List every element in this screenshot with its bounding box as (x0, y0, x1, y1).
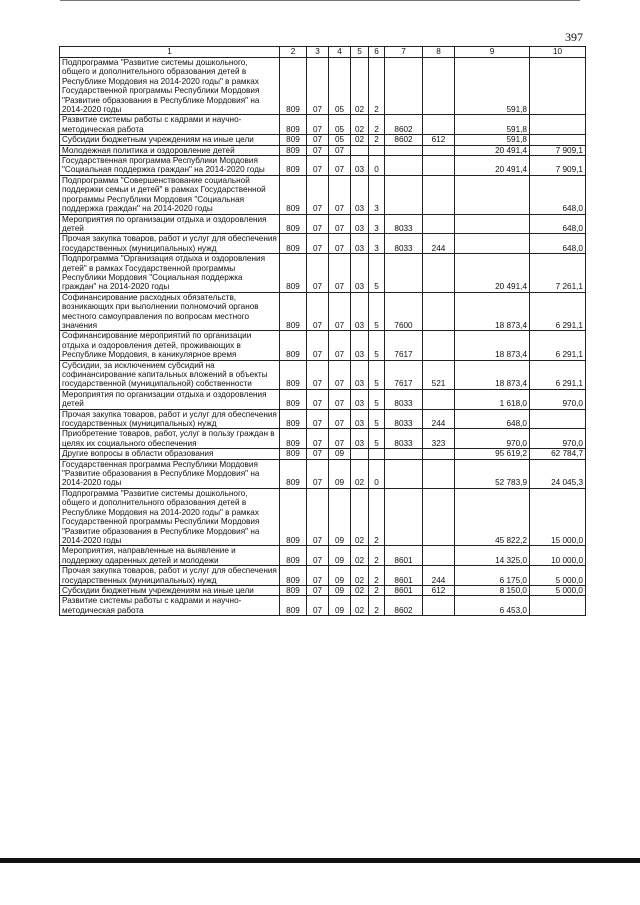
cell-program: 03 (351, 331, 369, 360)
cell-subsection: 09 (329, 449, 351, 459)
cell-program (351, 145, 369, 155)
cell-expense-type: 521 (423, 360, 455, 389)
cell-subprogram (369, 449, 385, 459)
cell-direction: 7600 (385, 292, 423, 331)
cell-section: 07 (307, 135, 329, 145)
cell-direction: 7617 (385, 360, 423, 389)
cell-subsection: 07 (329, 156, 351, 176)
cell-amount-2 (530, 596, 586, 616)
cell-section: 07 (307, 449, 329, 459)
col-header: 3 (307, 47, 329, 58)
cell-direction (385, 449, 423, 459)
cell-subsection: 07 (329, 429, 351, 449)
cell-section: 07 (307, 429, 329, 449)
cell-expense-type (423, 488, 455, 545)
cell-expense-type (423, 389, 455, 409)
cell-direction: 8033 (385, 429, 423, 449)
cell-subprogram: 5 (369, 429, 385, 449)
cell-direction: 8601 (385, 566, 423, 586)
cell-amount-2 (530, 409, 586, 429)
col-header: 4 (329, 47, 351, 58)
cell-ministry: 809 (280, 234, 307, 254)
cell-direction (385, 145, 423, 155)
cell-program: 02 (351, 585, 369, 595)
cell-ministry: 809 (280, 566, 307, 586)
cell-subprogram: 2 (369, 546, 385, 566)
cell-amount-1: 18 873,4 (455, 292, 530, 331)
cell-subprogram: 2 (369, 585, 385, 595)
cell-ministry: 809 (280, 360, 307, 389)
cell-amount-1 (455, 214, 530, 234)
cell-name: Развитие системы работы с кадрами и научно-методическая работа (60, 115, 280, 135)
cell-expense-type: 244 (423, 409, 455, 429)
table-row (60, 449, 586, 459)
cell-name: Подпрограмма "Развитие системы дошкольного, общего и дополнительного образования детей в Республике Мордовия на 2014-2020 годы" в рамках Государственной программы Республики Мордовия "Развитие образования в Республике Мордовия" на 2014-2020 годы (60, 58, 280, 115)
cell-section: 07 (307, 389, 329, 409)
cell-name: Мероприятия, направленные на выявление и поддержку одаренных детей и молодежи (60, 546, 280, 566)
col-header: 2 (280, 47, 307, 58)
top-border-line (60, 0, 580, 3)
cell-amount-1 (455, 234, 530, 254)
cell-amount-1: 95 619,2 (455, 449, 530, 459)
cell-direction: 8033 (385, 214, 423, 234)
col-header: 5 (351, 47, 369, 58)
cell-subsection: 05 (329, 115, 351, 135)
table-row (60, 234, 586, 254)
cell-ministry: 809 (280, 459, 307, 488)
cell-ministry: 809 (280, 488, 307, 545)
cell-subsection: 07 (329, 175, 351, 214)
cell-amount-2 (530, 115, 586, 135)
cell-expense-type: 244 (423, 566, 455, 586)
cell-amount-2: 7 261,1 (530, 254, 586, 293)
cell-ministry: 809 (280, 156, 307, 176)
cell-direction: 8602 (385, 596, 423, 616)
cell-expense-type (423, 254, 455, 293)
cell-subsection: 07 (329, 214, 351, 234)
cell-expense-type (423, 546, 455, 566)
cell-subsection: 07 (329, 234, 351, 254)
cell-section: 07 (307, 254, 329, 293)
cell-amount-1 (455, 175, 530, 214)
cell-subsection: 05 (329, 58, 351, 115)
cell-name: Государственная программа Республики Мордовия "Социальная поддержка граждан" на 2014-2020 годы (60, 156, 280, 176)
cell-subprogram: 3 (369, 175, 385, 214)
cell-subsection: 07 (329, 145, 351, 155)
cell-amount-1: 591,8 (455, 135, 530, 145)
cell-expense-type (423, 175, 455, 214)
cell-ministry: 809 (280, 175, 307, 214)
cell-subprogram: 5 (369, 389, 385, 409)
cell-expense-type (423, 156, 455, 176)
table-row (60, 566, 586, 586)
cell-amount-1: 6 453,0 (455, 596, 530, 616)
cell-section: 07 (307, 331, 329, 360)
cell-direction: 8033 (385, 234, 423, 254)
cell-name: Развитие системы работы с кадрами и научно-методическая работа (60, 596, 280, 616)
cell-name: Мероприятия по организации отдыха и оздоровления детей (60, 214, 280, 234)
cell-expense-type: 244 (423, 234, 455, 254)
cell-subprogram: 2 (369, 566, 385, 586)
table-row (60, 214, 586, 234)
cell-expense-type (423, 292, 455, 331)
cell-section: 07 (307, 596, 329, 616)
cell-direction: 8601 (385, 546, 423, 566)
cell-amount-2: 6 291,1 (530, 331, 586, 360)
cell-amount-2: 5 000,0 (530, 585, 586, 595)
cell-subsection: 09 (329, 585, 351, 595)
cell-program: 02 (351, 566, 369, 586)
cell-subsection: 09 (329, 546, 351, 566)
cell-section: 07 (307, 585, 329, 595)
cell-amount-2: 24 045,3 (530, 459, 586, 488)
table-header-row (60, 47, 586, 58)
table-row (60, 596, 586, 616)
cell-direction: 7617 (385, 331, 423, 360)
cell-program: 03 (351, 360, 369, 389)
cell-section: 07 (307, 488, 329, 545)
table-row (60, 115, 586, 135)
cell-program: 02 (351, 58, 369, 115)
cell-subsection: 07 (329, 254, 351, 293)
cell-direction (385, 459, 423, 488)
cell-expense-type (423, 214, 455, 234)
col-header: 6 (369, 47, 385, 58)
cell-ministry: 809 (280, 449, 307, 459)
cell-name: Молодежная политика и оздоровление детей (60, 145, 280, 155)
cell-subprogram: 5 (369, 360, 385, 389)
cell-section: 07 (307, 156, 329, 176)
cell-amount-2: 15 000,0 (530, 488, 586, 545)
cell-program: 02 (351, 488, 369, 545)
cell-ministry: 809 (280, 331, 307, 360)
cell-amount-1: 52 783,9 (455, 459, 530, 488)
cell-amount-2: 7 909,1 (530, 145, 586, 155)
cell-direction: 8033 (385, 409, 423, 429)
cell-ministry: 809 (280, 409, 307, 429)
cell-ministry: 809 (280, 292, 307, 331)
table-row (60, 331, 586, 360)
cell-subprogram: 2 (369, 58, 385, 115)
cell-name: Субсидии бюджетным учреждениям на иные цели (60, 585, 280, 595)
table-row (60, 389, 586, 409)
cell-subprogram: 5 (369, 292, 385, 331)
cell-amount-2: 970,0 (530, 389, 586, 409)
cell-program: 03 (351, 409, 369, 429)
cell-subsection: 09 (329, 596, 351, 616)
table-row (60, 175, 586, 214)
cell-amount-2: 10 000,0 (530, 546, 586, 566)
cell-amount-1: 591,8 (455, 115, 530, 135)
cell-program (351, 449, 369, 459)
cell-subprogram: 5 (369, 331, 385, 360)
cell-subsection: 07 (329, 331, 351, 360)
cell-section: 07 (307, 175, 329, 214)
cell-program: 02 (351, 135, 369, 145)
cell-amount-2: 62 784,7 (530, 449, 586, 459)
page-number: 397 (565, 30, 583, 44)
cell-section: 07 (307, 360, 329, 389)
cell-name: Софинансирование расходных обязательств, возникающих при выполнении полномочий органов местного самоуправления по вопросам местного значения (60, 292, 280, 331)
cell-program: 03 (351, 389, 369, 409)
table-row (60, 58, 586, 115)
cell-amount-2: 648,0 (530, 214, 586, 234)
cell-subsection: 07 (329, 292, 351, 331)
cell-name: Прочая закупка товаров, работ и услуг для обеспечения государственных (муниципальных) нужд (60, 566, 280, 586)
cell-amount-1: 1 618,0 (455, 389, 530, 409)
cell-direction (385, 175, 423, 214)
cell-amount-2: 648,0 (530, 175, 586, 214)
cell-subprogram: 5 (369, 409, 385, 429)
cell-program: 03 (351, 429, 369, 449)
cell-expense-type (423, 596, 455, 616)
cell-ministry: 809 (280, 596, 307, 616)
cell-direction (385, 156, 423, 176)
table-row (60, 145, 586, 155)
cell-section: 07 (307, 115, 329, 135)
cell-amount-2: 6 291,1 (530, 360, 586, 389)
table-row (60, 585, 586, 595)
budget-table (59, 46, 586, 616)
cell-ministry: 809 (280, 546, 307, 566)
cell-direction (385, 254, 423, 293)
cell-amount-2 (530, 58, 586, 115)
table-body (60, 58, 586, 616)
cell-ministry: 809 (280, 58, 307, 115)
cell-amount-2: 6 291,1 (530, 292, 586, 331)
cell-amount-1: 6 175,0 (455, 566, 530, 586)
cell-subsection: 07 (329, 409, 351, 429)
cell-expense-type (423, 449, 455, 459)
cell-ministry: 809 (280, 135, 307, 145)
table-row (60, 459, 586, 488)
table-row (60, 360, 586, 389)
table-row (60, 409, 586, 429)
cell-subsection: 05 (329, 135, 351, 145)
cell-name: Софинансирование мероприятий по организации отдыха и оздоровления детей, проживающих в Республике Мордовия, в каникулярное время (60, 331, 280, 360)
cell-subprogram: 2 (369, 596, 385, 616)
table-row (60, 156, 586, 176)
cell-section: 07 (307, 292, 329, 331)
cell-name: Субсидии бюджетным учреждениям на иные цели (60, 135, 280, 145)
cell-subprogram: 2 (369, 488, 385, 545)
cell-expense-type: 612 (423, 135, 455, 145)
cell-direction: 8602 (385, 135, 423, 145)
cell-amount-1: 591,8 (455, 58, 530, 115)
cell-name: Подпрограмма "Организация отдыха и оздоровления детей" в рамках Государственной программы Республики Мордовия "Социальная поддержка граждан" на 2014-2020 годы (60, 254, 280, 293)
cell-expense-type (423, 58, 455, 115)
cell-section: 07 (307, 145, 329, 155)
cell-expense-type (423, 331, 455, 360)
cell-subprogram: 3 (369, 214, 385, 234)
cell-expense-type: 612 (423, 585, 455, 595)
cell-subprogram: 3 (369, 234, 385, 254)
cell-ministry: 809 (280, 214, 307, 234)
cell-section: 07 (307, 459, 329, 488)
cell-amount-1: 20 491,4 (455, 156, 530, 176)
cell-name: Прочая закупка товаров, работ и услуг для обеспечения государственных (муниципальных) нужд (60, 234, 280, 254)
cell-amount-1: 20 491,4 (455, 254, 530, 293)
cell-expense-type: 323 (423, 429, 455, 449)
cell-name: Мероприятия по организации отдыха и оздоровления детей (60, 389, 280, 409)
col-header: 10 (530, 47, 586, 58)
cell-ministry: 809 (280, 254, 307, 293)
cell-subprogram: 2 (369, 115, 385, 135)
cell-amount-2 (530, 135, 586, 145)
cell-section: 07 (307, 566, 329, 586)
cell-amount-1: 8 150,0 (455, 585, 530, 595)
table-row (60, 292, 586, 331)
table-row (60, 488, 586, 545)
cell-ministry: 809 (280, 115, 307, 135)
cell-expense-type (423, 115, 455, 135)
cell-subprogram: 0 (369, 459, 385, 488)
cell-name: Подпрограмма "Совершенствование социальной поддержки семьи и детей" в рамках Государственной программы Республики Мордовия "Социальная поддержка граждан" на 2014-2020 годы (60, 175, 280, 214)
table-row (60, 254, 586, 293)
cell-amount-2: 970,0 (530, 429, 586, 449)
cell-subprogram: 5 (369, 254, 385, 293)
cell-direction: 8602 (385, 115, 423, 135)
table-row (60, 429, 586, 449)
cell-subsection: 09 (329, 459, 351, 488)
cell-amount-1: 970,0 (455, 429, 530, 449)
cell-program: 02 (351, 459, 369, 488)
cell-program: 03 (351, 175, 369, 214)
table-row (60, 546, 586, 566)
cell-program: 02 (351, 546, 369, 566)
cell-subprogram (369, 145, 385, 155)
cell-ministry: 809 (280, 145, 307, 155)
col-header: 1 (60, 47, 280, 58)
cell-name: Прочая закупка товаров, работ и услуг для обеспечения государственных (муниципальных) нужд (60, 409, 280, 429)
cell-program: 02 (351, 115, 369, 135)
col-header: 9 (455, 47, 530, 58)
table-row (60, 135, 586, 145)
cell-subsection: 09 (329, 566, 351, 586)
cell-amount-2: 7 909,1 (530, 156, 586, 176)
cell-subprogram: 0 (369, 156, 385, 176)
cell-direction (385, 488, 423, 545)
cell-program: 03 (351, 254, 369, 293)
cell-subsection: 09 (329, 488, 351, 545)
cell-amount-1: 20 491,4 (455, 145, 530, 155)
cell-amount-2: 5 000,0 (530, 566, 586, 586)
cell-section: 07 (307, 234, 329, 254)
cell-section: 07 (307, 546, 329, 566)
cell-expense-type (423, 145, 455, 155)
cell-direction: 8033 (385, 389, 423, 409)
cell-name: Приобретение товаров, работ, услуг в пользу граждан в целях их социального обеспечения (60, 429, 280, 449)
col-header: 7 (385, 47, 423, 58)
cell-section: 07 (307, 409, 329, 429)
cell-direction (385, 58, 423, 115)
cell-amount-1: 14 325,0 (455, 546, 530, 566)
cell-subprogram: 2 (369, 135, 385, 145)
cell-section: 07 (307, 58, 329, 115)
cell-ministry: 809 (280, 429, 307, 449)
cell-name: Субсидии, за исключением субсидий на софинансирование капитальных вложений в объекты государственной (муниципальной) собственности (60, 360, 280, 389)
cell-amount-1: 45 822,2 (455, 488, 530, 545)
cell-expense-type (423, 459, 455, 488)
cell-name: Подпрограмма "Развитие системы дошкольного, общего и дополнительного образования детей в Республике Мордовия на 2014-2020 годы" в рамках Государственной программы Республики Мордовия "Развитие образования в Республике Мордовия" на 2014-2020 годы (60, 488, 280, 545)
cell-section: 07 (307, 214, 329, 234)
cell-subsection: 07 (329, 360, 351, 389)
cell-subsection: 07 (329, 389, 351, 409)
cell-ministry: 809 (280, 389, 307, 409)
cell-name: Государственная программа Республики Мордовия "Развитие образования в Республике Мордовия" на 2014-2020 годы (60, 459, 280, 488)
cell-amount-1: 18 873,4 (455, 331, 530, 360)
cell-name: Другие вопросы в области образования (60, 449, 280, 459)
col-header: 8 (423, 47, 455, 58)
bottom-rule (0, 858, 640, 863)
cell-program: 03 (351, 292, 369, 331)
cell-program: 03 (351, 214, 369, 234)
cell-program: 03 (351, 156, 369, 176)
cell-program: 03 (351, 234, 369, 254)
cell-direction: 8601 (385, 585, 423, 595)
cell-program: 02 (351, 596, 369, 616)
cell-amount-1: 18 873,4 (455, 360, 530, 389)
cell-ministry: 809 (280, 585, 307, 595)
cell-amount-1: 648,0 (455, 409, 530, 429)
cell-amount-2: 648,0 (530, 234, 586, 254)
